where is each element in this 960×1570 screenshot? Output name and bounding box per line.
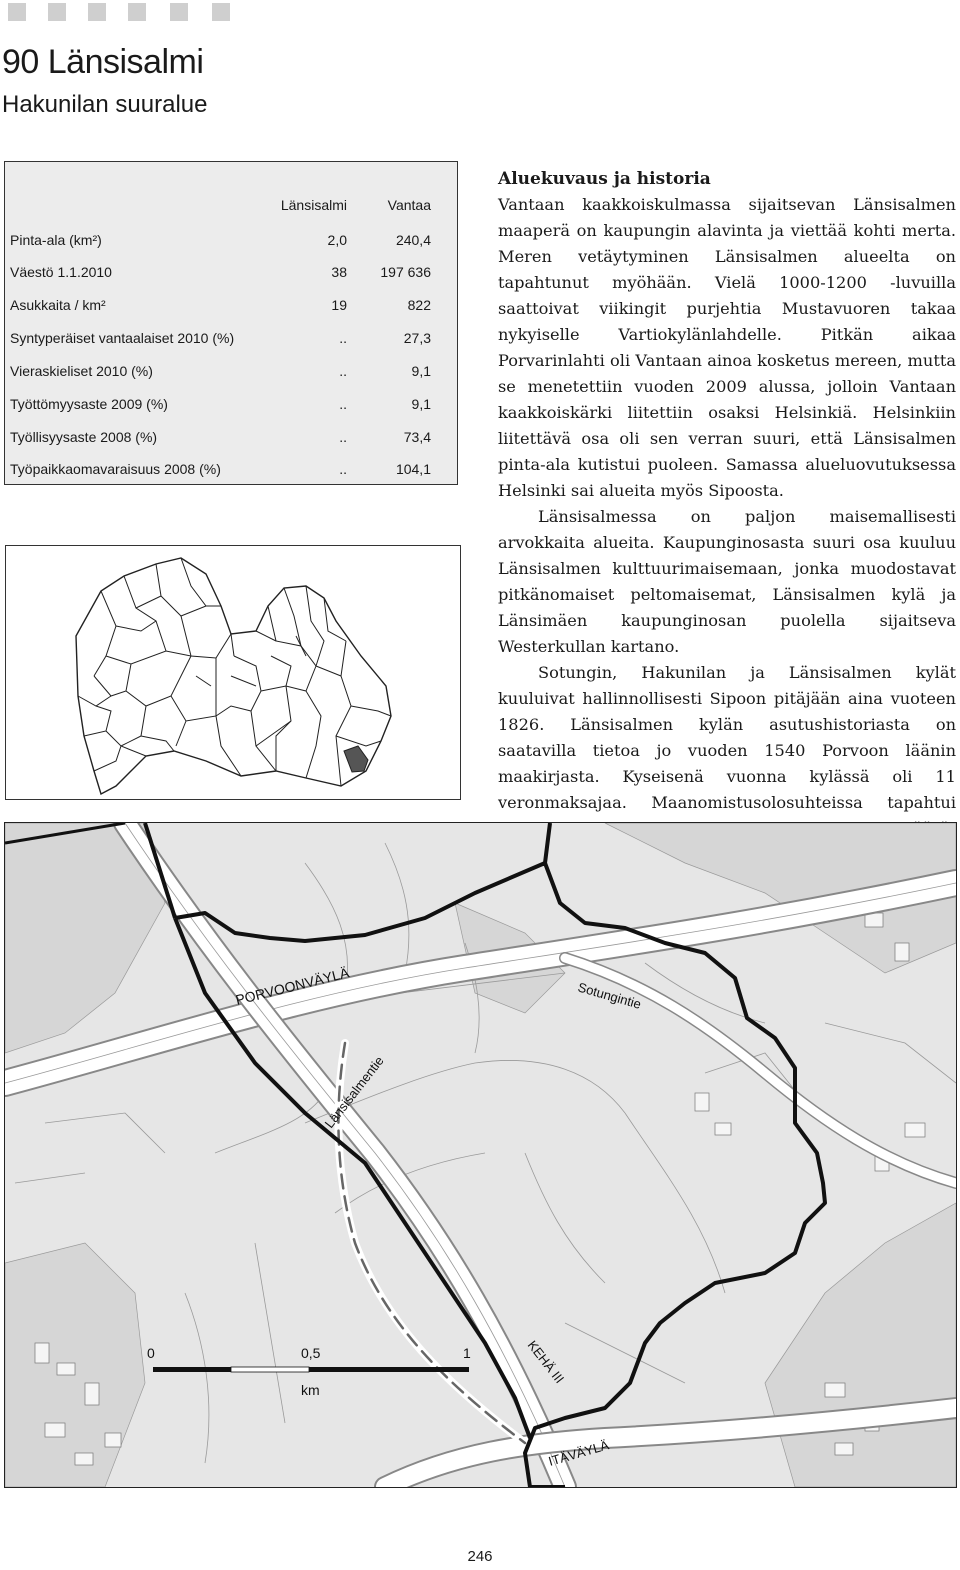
article-paragraph: Länsisalmessa on paljon maisemallisesti arvokkaita alueita. Kaupunginosasta suuri osa kuuluu Länsisalmen kulttuurimaisemaan, jonka muodostavat pitkänomaiset peltomaisemat, Länsisalmen kylä ja Länsimäen kaupunginosan puolella sijaitseva Westerkullan kartano. bbox=[498, 507, 956, 656]
row-value-vantaa: 9,1 bbox=[411, 363, 431, 379]
decor-square bbox=[170, 3, 188, 21]
lansisalmi-highlight bbox=[344, 746, 368, 772]
row-value-vantaa: 9,1 bbox=[411, 396, 431, 412]
row-value-lansisalmi: .. bbox=[339, 429, 347, 445]
row-value-lansisalmi: 2,0 bbox=[327, 232, 347, 248]
table-row bbox=[5, 227, 457, 253]
row-value-vantaa: 104,1 bbox=[395, 461, 431, 477]
scale-segment-light bbox=[231, 1367, 309, 1372]
road-label-sotungintie: Sotungintie bbox=[576, 979, 643, 1012]
overview-map bbox=[5, 545, 461, 800]
article-heading: Aluekuvaus ja historia bbox=[498, 169, 711, 189]
scale-tick-1: 1 bbox=[463, 1345, 471, 1361]
article-paragraph: Vantaan kaakkoiskulmassa sijaitsevan Länsisalmen maaperä on kaupungin alavinta ja viettää kohti merta. Meren vetäytyminen Länsisalmen alueelta on tapahtunut myöhään. Vielä 1000-1200 -luvuilla saattoivat viikingit purjehtia Mustavuoren takaa nykyiselle Vartiokylänlahdelle. Pitkän aikaa Porvarinlahti oli Vantaan ainoa kosketus mereen, mutta se menetettiin vuoden 2009 alussa, jolloin Vantaan kaakkoiskärki liitettiin osaksi Helsinkiä. Helsinkiin liitettävä osa oli sen verran suuri, että Länsisalmen pinta-ala kutistui puoleen. Samassa alueluovutuksessa Helsinki sai alueita myös Sipoosta. bbox=[498, 195, 956, 500]
row-value-lansisalmi: 19 bbox=[331, 297, 347, 313]
table-row bbox=[5, 456, 457, 482]
scale-segment-dark-2 bbox=[309, 1367, 469, 1372]
road-label-lansisalmentie: Länsisalmentie bbox=[321, 1053, 387, 1131]
row-value-lansisalmi: .. bbox=[339, 330, 347, 346]
table-row bbox=[5, 292, 457, 318]
decor-square bbox=[212, 3, 230, 21]
row-value-vantaa: 73,4 bbox=[403, 429, 431, 445]
row-label: Työllisyysaste 2008 (%) bbox=[10, 429, 158, 445]
row-value-vantaa: 822 bbox=[407, 297, 431, 313]
decor-square bbox=[128, 3, 146, 21]
row-value-lansisalmi: .. bbox=[339, 396, 347, 412]
road-label-porvoonvayla: PORVOONVÄYLÄ bbox=[233, 964, 351, 1008]
row-value-lansisalmi: .. bbox=[339, 461, 347, 477]
page-subtitle: Hakunilan suuralue bbox=[2, 91, 208, 118]
overview-map-graphic bbox=[6, 546, 460, 799]
row-value-vantaa: 240,4 bbox=[395, 232, 431, 248]
row-value-vantaa: 27,3 bbox=[403, 330, 431, 346]
road-label-keha-iii-visible: KEHÄ III bbox=[524, 1337, 568, 1387]
table-row bbox=[5, 325, 457, 351]
page-number: 246 bbox=[467, 1548, 493, 1565]
decor-square bbox=[88, 3, 106, 21]
table-row bbox=[5, 391, 457, 417]
article-paragraph: Sotungin, Hakunilan ja Länsisalmen kylät kuuluivat hallinnollisesti Sipoon pitäjään aina vuoteen 1826. Länsisalmen kylän asutushistoriasta on saatavilla tietoa jo vuoden 1540 Porvoon läänin maakirjasta. Kyseisenä vuonna kylässä oli 11 veronmaksajaa. Maanomistusolosuhteissa tapahtui bbox=[498, 663, 956, 812]
scale-tick-0: 0 bbox=[147, 1345, 155, 1361]
table-row bbox=[5, 358, 457, 384]
scale-unit: km bbox=[301, 1382, 320, 1398]
scale-tick-05: 0,5 bbox=[301, 1345, 321, 1361]
row-label: Työttömyysaste 2009 (%) bbox=[10, 396, 168, 412]
road-label-itavayla: ITÄVÄYLÄ bbox=[546, 1437, 611, 1469]
stats-col-header-vantaa: Vantaa bbox=[387, 197, 431, 213]
stats-table bbox=[4, 161, 458, 485]
row-value-lansisalmi: 38 bbox=[331, 264, 347, 280]
row-value-vantaa: 197 636 bbox=[380, 264, 431, 280]
article bbox=[498, 166, 956, 894]
area-map bbox=[4, 822, 957, 1488]
row-label: Vieraskieliset 2010 (%) bbox=[10, 363, 153, 379]
row-label: Pinta-ala (km²) bbox=[10, 232, 102, 248]
area-map-graphic bbox=[5, 823, 956, 1487]
page-title: 90 Länsisalmi bbox=[2, 43, 204, 81]
decor-square bbox=[8, 3, 26, 21]
row-label: Syntyperäiset vantaalaiset 2010 (%) bbox=[10, 330, 235, 346]
table-row bbox=[5, 424, 457, 450]
stats-col-header-lansisalmi: Länsisalmi bbox=[280, 197, 347, 213]
row-value-lansisalmi: .. bbox=[339, 363, 347, 379]
row-label: Työpaikkaomavaraisuus 2008 (%) bbox=[10, 461, 221, 477]
row-label: Asukkaita / km² bbox=[10, 297, 106, 313]
table-row bbox=[5, 259, 457, 285]
row-label: Väestö 1.1.2010 bbox=[10, 264, 112, 280]
stats-header-row bbox=[5, 192, 457, 218]
decor-square bbox=[48, 3, 66, 21]
scale-segment-dark bbox=[153, 1367, 231, 1372]
